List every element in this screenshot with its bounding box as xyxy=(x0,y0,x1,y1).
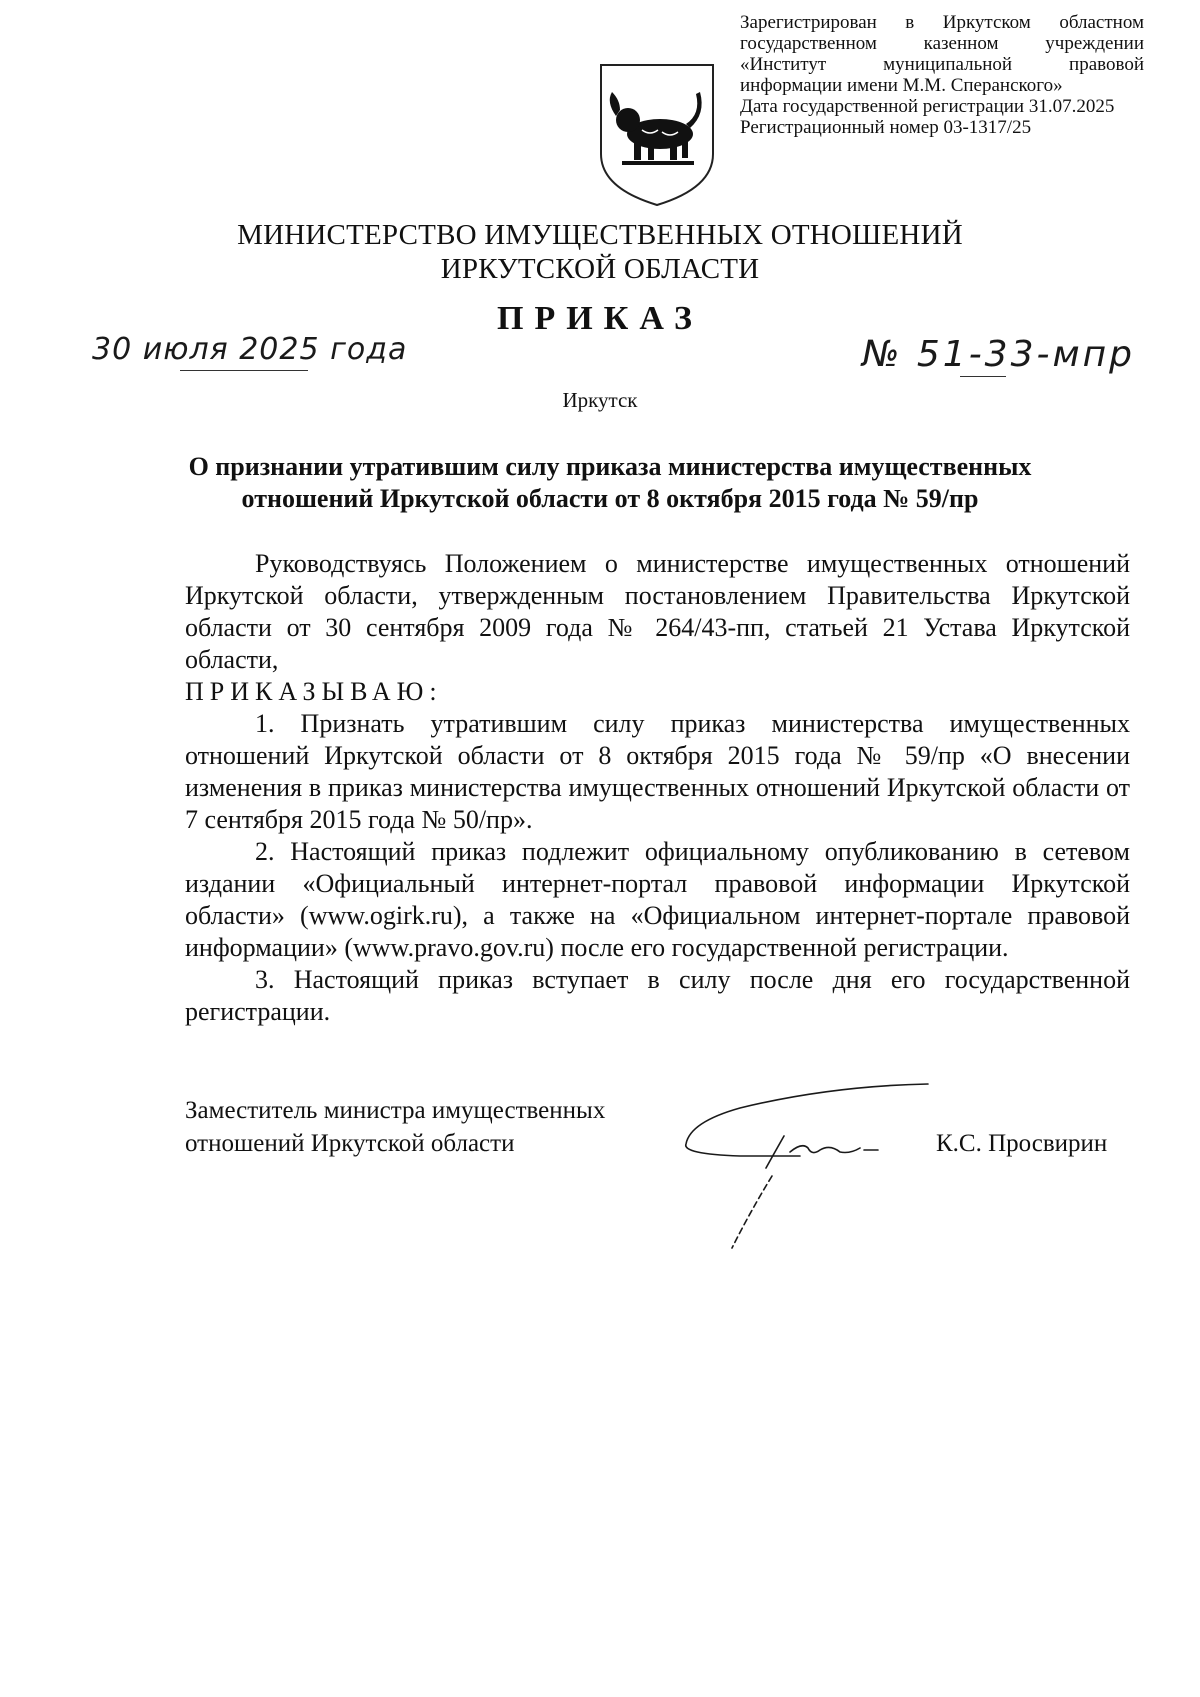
document-type: ПРИКАЗ xyxy=(497,300,703,337)
registration-date: Дата государственной регистрации 31.07.2025 xyxy=(740,96,1115,117)
date-underline xyxy=(180,370,308,371)
number-underline xyxy=(960,376,1006,377)
city: Иркутск xyxy=(562,388,638,412)
signatory-name: К.С. Просвирин xyxy=(936,1130,1108,1157)
handwritten-signature xyxy=(680,1072,940,1260)
registration-line: государственном казенном учреждении xyxy=(740,33,1144,54)
title-line: О признании утратившим силу приказа министерства имущественных xyxy=(188,452,1032,481)
signatory-position xyxy=(185,1094,605,1160)
order-item: 1. Признать утратившим силу приказ министерства имущественных отношений Иркутской области от 8 октября 2015 года № 59/пр «О внесении изменения в приказ министерства имущественных отношений Иркутской области от 7 сентября 2015 года № 50/пр». xyxy=(185,709,1130,834)
registration-number: Регистрационный номер 03-1317/25 xyxy=(740,117,1032,138)
document-title xyxy=(150,451,1070,515)
order-word: ПРИКАЗЫВАЮ: xyxy=(185,677,443,706)
handwritten-date: 30 июля 2025 года xyxy=(92,332,408,367)
ministry-name: МИНИСТЕРСТВО ИМУЩЕСТВЕННЫХ ОТНОШЕНИЙ xyxy=(237,219,963,251)
preamble: Руководствуясь Положением о министерстве имущественных отношений Иркутской области, утвержденным постановлением Правительства Иркутской области от 30 сентября 2009 года № 264/43-пп, статьей 21 Устава Иркутской области, xyxy=(185,549,1130,674)
registration-stamp xyxy=(740,12,1144,138)
title-line: отношений Иркутской области от 8 октября 2015 года № 59/пр xyxy=(241,484,979,513)
registration-line: «Институт муниципальной правовой xyxy=(740,54,1144,75)
ministry-region: ИРКУТСКОЙ ОБЛАСТИ xyxy=(440,253,760,285)
order-item: 3. Настоящий приказ вступает в силу после дня его государственной регистрации. xyxy=(185,965,1130,1026)
handwritten-number: № 51-33-мпр xyxy=(862,334,1136,375)
order-item: 2. Настоящий приказ подлежит официальному опубликованию в сетевом издании «Официальный интернет-портал правовой информации Иркутской области» (www.ogirk.ru), а также на «Официальном интернет-портале правовой информации» (www.pravo.gov.ru) после его государственной регистрации. xyxy=(185,837,1130,962)
document-body xyxy=(185,548,1130,1028)
position-line: Заместитель министра имущественных xyxy=(185,1097,606,1124)
position-line: отношений Иркутской области xyxy=(185,1130,515,1157)
registration-line: информации имени М.М. Сперанского» xyxy=(740,75,1063,96)
coat-of-arms-icon xyxy=(598,62,716,208)
registration-line: Зарегистрирован в Иркутском областном xyxy=(740,12,1144,33)
